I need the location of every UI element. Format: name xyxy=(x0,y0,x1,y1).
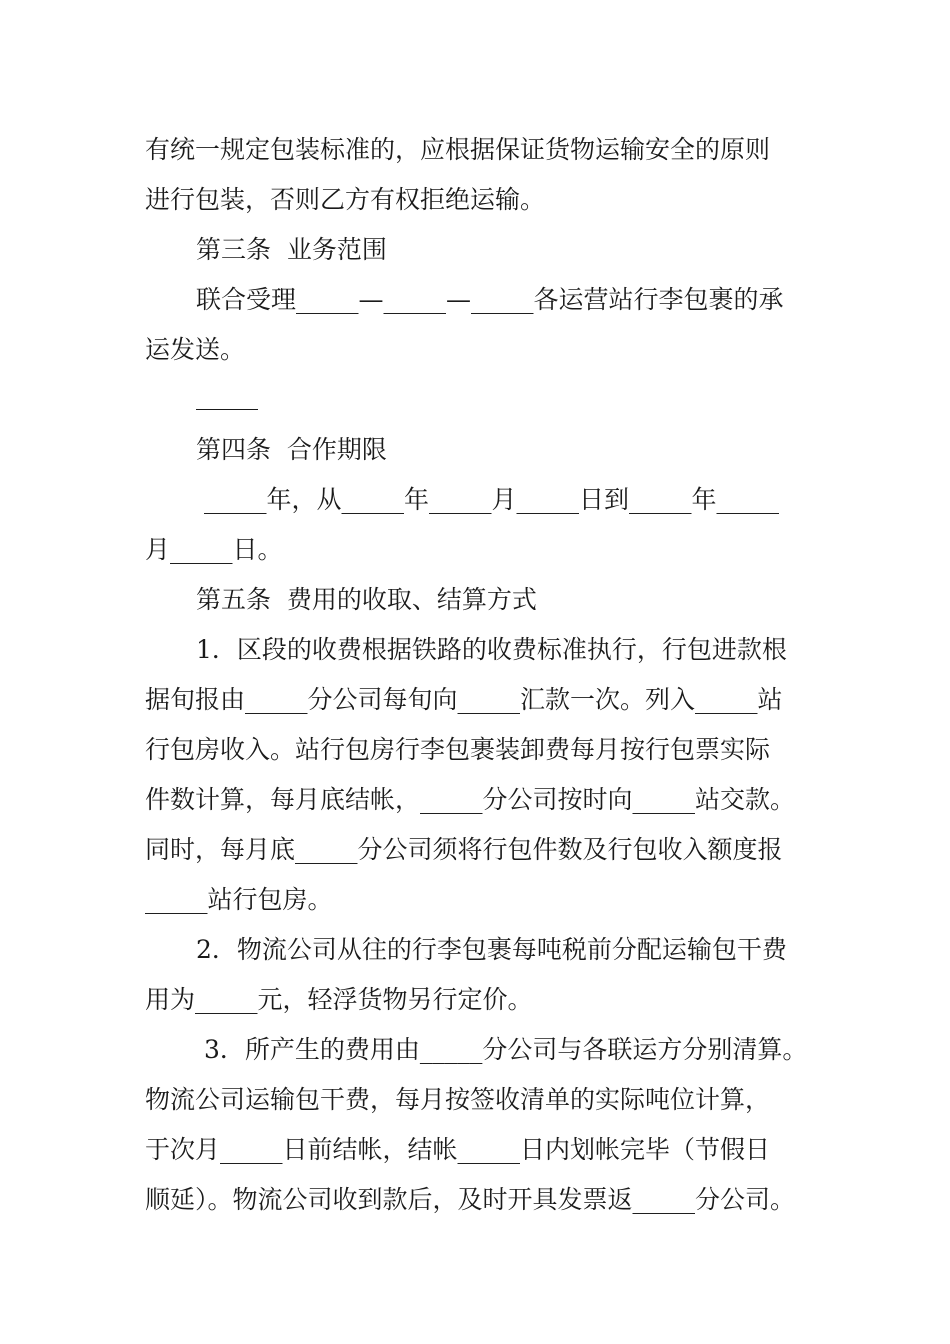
text-line: 行包房收入。站行包房行李包裹装卸费每月按行包票实际 xyxy=(145,735,771,764)
text-line: 3．所产生的费用由_____分公司与各联运方分别清算。 xyxy=(196,1035,808,1064)
text-line: 据旬报由_____分公司每旬向_____汇款一次。列入_____站 xyxy=(145,685,783,714)
text-line: 有统一规定包装标准的，应根据保证货物运输安全的原则 xyxy=(145,135,771,164)
text-line: 联合受理_____—_____—_____各运营站行李包裹的承 xyxy=(196,285,784,314)
text-line: _____站行包房。 xyxy=(145,885,333,914)
text-line: 件数计算，每月底结帐，_____分公司按时向_____站交款。 xyxy=(145,785,796,814)
text-line: 进行包装，否则乙方有权拒绝运输。 xyxy=(145,185,546,214)
text-line: 顺延）。物流公司收到款后，及时开具发票返_____分公司。 xyxy=(145,1185,796,1214)
text-line: 同时，每月底_____分公司须将行包件数及行包收入额度报 xyxy=(145,835,783,864)
text-line: _____年，从_____年_____月_____日到_____年_____ xyxy=(196,485,779,514)
text-line: 2．物流公司从往的行李包裹每吨税前分配运输包干费 xyxy=(196,935,787,964)
text-line: 月_____日。 xyxy=(145,535,283,564)
text-line: 物流公司运输包干费，每月按签收清单的实际吨位计算， xyxy=(145,1085,771,1114)
blank-underline xyxy=(196,409,258,410)
article-heading: 第三条 业务范围 xyxy=(196,235,387,264)
text-line: 运发送。 xyxy=(145,335,246,364)
article-heading: 第四条 合作期限 xyxy=(196,435,387,464)
text-line: 于次月_____日前结帐，结帐_____日内划帐完毕（节假日 xyxy=(145,1135,771,1164)
article-heading: 第五条 费用的收取、结算方式 xyxy=(196,585,537,614)
text-line: 1．区段的收费根据铁路的收费标准执行，行包进款根 xyxy=(196,635,787,664)
text-line: 用为_____元，轻浮货物另行定价。 xyxy=(145,985,533,1014)
